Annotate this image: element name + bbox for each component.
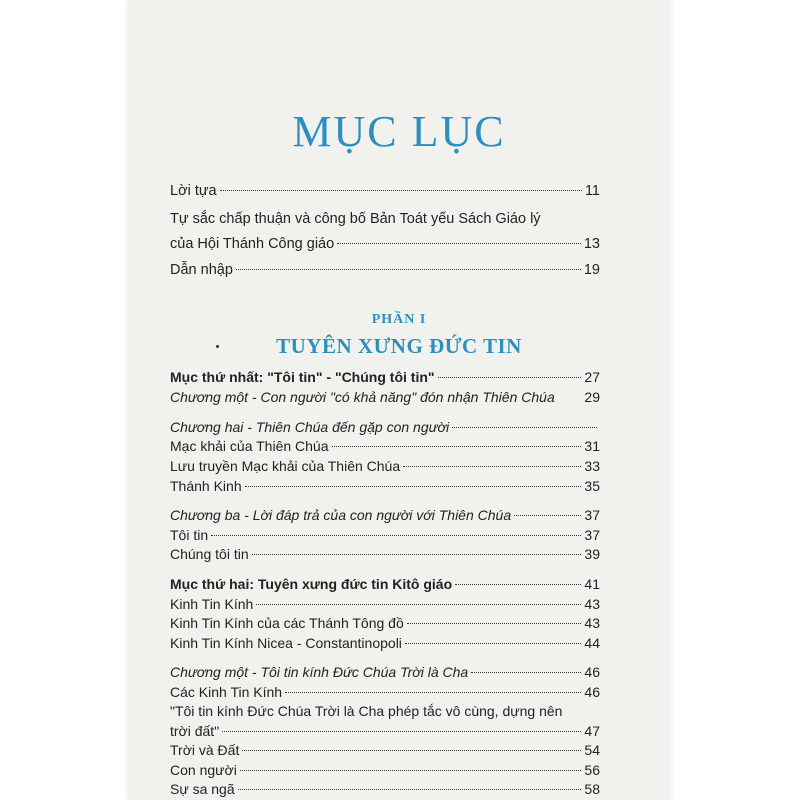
toc-entry-text: trời đất": [170, 723, 220, 739]
toc-entry-text: Chương một - Tôi tin kính Đức Chúa Trời là Cha: [170, 664, 469, 680]
toc-entry: [170, 762, 600, 782]
toc-page-number: 47: [584, 723, 600, 739]
toc-entry-text: Chương hai - Thiên Chúa đến gặp con người: [170, 419, 450, 435]
toc-entry-text: Sự sa ngã: [170, 781, 235, 797]
toc-entry: [170, 389, 600, 409]
toc-entry-text: của Hội Thánh Công giáo: [170, 236, 335, 252]
toc-leader: [455, 584, 581, 585]
toc-leader: [240, 770, 582, 771]
toc-entry: [170, 664, 600, 684]
toc-page-number: 37: [584, 527, 600, 543]
toc-page-number: 54: [584, 742, 600, 758]
toc-entry: [170, 262, 600, 282]
toc-entry: [170, 507, 600, 527]
toc-entry-text: Dẫn nhập: [170, 262, 233, 278]
toc-page-number: 31: [584, 438, 600, 454]
toc-leader: [405, 643, 582, 644]
toc-leader: [256, 604, 581, 605]
toc-page-number: 39: [584, 546, 600, 562]
toc-leader: [438, 377, 582, 378]
part-number: PHẦN I: [371, 312, 427, 327]
toc-page-number: 27: [584, 369, 600, 385]
toc-entry: [170, 458, 600, 478]
toc-entry: [170, 742, 600, 762]
toc-page-number: 35: [584, 478, 600, 494]
toc-entry-text: Chương một - Con người "có khả năng" đón nhận Thiên Chúa: [170, 389, 555, 405]
toc-leader: [337, 243, 581, 244]
toc-leader: [238, 789, 582, 790]
page-title: MỤC LỤC: [292, 107, 506, 156]
toc-entry-text: Lưu truyền Mạc khải của Thiên Chúa: [170, 458, 401, 474]
toc-entry: [170, 211, 600, 231]
toc-page-number: 29: [584, 389, 600, 405]
toc-entry-text: Mục thứ nhất: "Tôi tin" - "Chúng tôi tin": [170, 369, 435, 385]
toc-entry: [170, 615, 600, 635]
toc-page-number: 43: [584, 615, 600, 631]
toc-leader: [285, 692, 581, 693]
toc-leader: [514, 515, 581, 516]
toc-page-number: 58: [584, 781, 600, 797]
toc-entry-text: Mạc khải của Thiên Chúa: [170, 438, 329, 454]
toc-entry-text: Chương ba - Lời đáp trả của con người với Thiên Chúa: [170, 507, 512, 523]
part-title: TUYÊN XƯNG ĐỨC TIN: [276, 334, 522, 358]
toc-leader: [252, 554, 582, 555]
toc-entry: [170, 635, 600, 655]
toc-entry: [170, 419, 600, 439]
toc-entry: [170, 527, 600, 547]
toc-leader: [407, 623, 582, 624]
toc-entry-text: Chúng tôi tin: [170, 546, 249, 562]
toc-entry: [170, 369, 600, 389]
toc-leader: [220, 190, 582, 191]
toc-leader: [222, 731, 581, 732]
toc-entry-text: "Tôi tin kính Đức Chúa Trời là Cha phép tắc vô cùng, dựng nên: [170, 703, 563, 719]
toc-leader: [242, 750, 581, 751]
toc-page-number: 44: [584, 635, 600, 651]
toc-entry: [170, 703, 600, 723]
toc-leader: [471, 672, 581, 673]
toc-leader: [452, 427, 597, 428]
toc-entry: [170, 596, 600, 616]
toc-page-number: 13: [583, 236, 600, 252]
toc-leader: [332, 446, 582, 447]
toc-entry-text: Thánh Kinh: [170, 478, 242, 494]
toc-entry-text: Lời tựa: [170, 183, 217, 199]
toc-entry: [170, 183, 600, 203]
toc-entry: [170, 438, 600, 458]
toc-leader: [403, 466, 581, 467]
toc-page-number: 46: [584, 684, 600, 700]
toc-entry-text: Mục thứ hai: Tuyên xưng đức tin Kitô giáo: [170, 576, 453, 592]
toc-entry: [170, 781, 600, 800]
toc-entry-text: Tự sắc chấp thuận và công bố Bản Toát yếu Sách Giáo lý: [170, 211, 541, 227]
toc-page-number: 33: [584, 458, 600, 474]
toc-leader: [236, 269, 581, 270]
toc-entry-text: Các Kinh Tin Kính: [170, 684, 283, 700]
toc-page-number: 56: [584, 762, 600, 778]
toc-leader: [211, 535, 581, 536]
book-page: [128, 0, 670, 800]
toc-entry: [170, 478, 600, 498]
toc-entry: [170, 546, 600, 566]
toc-entry: [170, 684, 600, 704]
toc-entry: [170, 236, 600, 256]
toc-entry: [170, 576, 600, 596]
toc-page-number: 43: [584, 596, 600, 612]
toc-entry-text: Kinh Tin Kính của các Thánh Tông đồ: [170, 615, 404, 631]
toc-leader: [245, 486, 582, 487]
toc-entry-text: Con người: [170, 762, 237, 778]
toc-page-number: 41: [584, 576, 600, 592]
toc-entry: [170, 723, 600, 743]
toc-page-number: 46: [584, 664, 600, 680]
toc-entry-text: Tôi tin: [170, 527, 209, 543]
toc-entry-text: Trời và Đất: [170, 742, 240, 758]
toc-entry-text: Kinh Tin Kính: [170, 596, 254, 612]
toc-page-number: 19: [583, 262, 600, 278]
toc-entry-text: Kinh Tin Kính Nicea - Constantinopoli: [170, 635, 402, 651]
toc-page-number: 37: [584, 507, 600, 523]
toc-page-number: 11: [584, 183, 600, 199]
